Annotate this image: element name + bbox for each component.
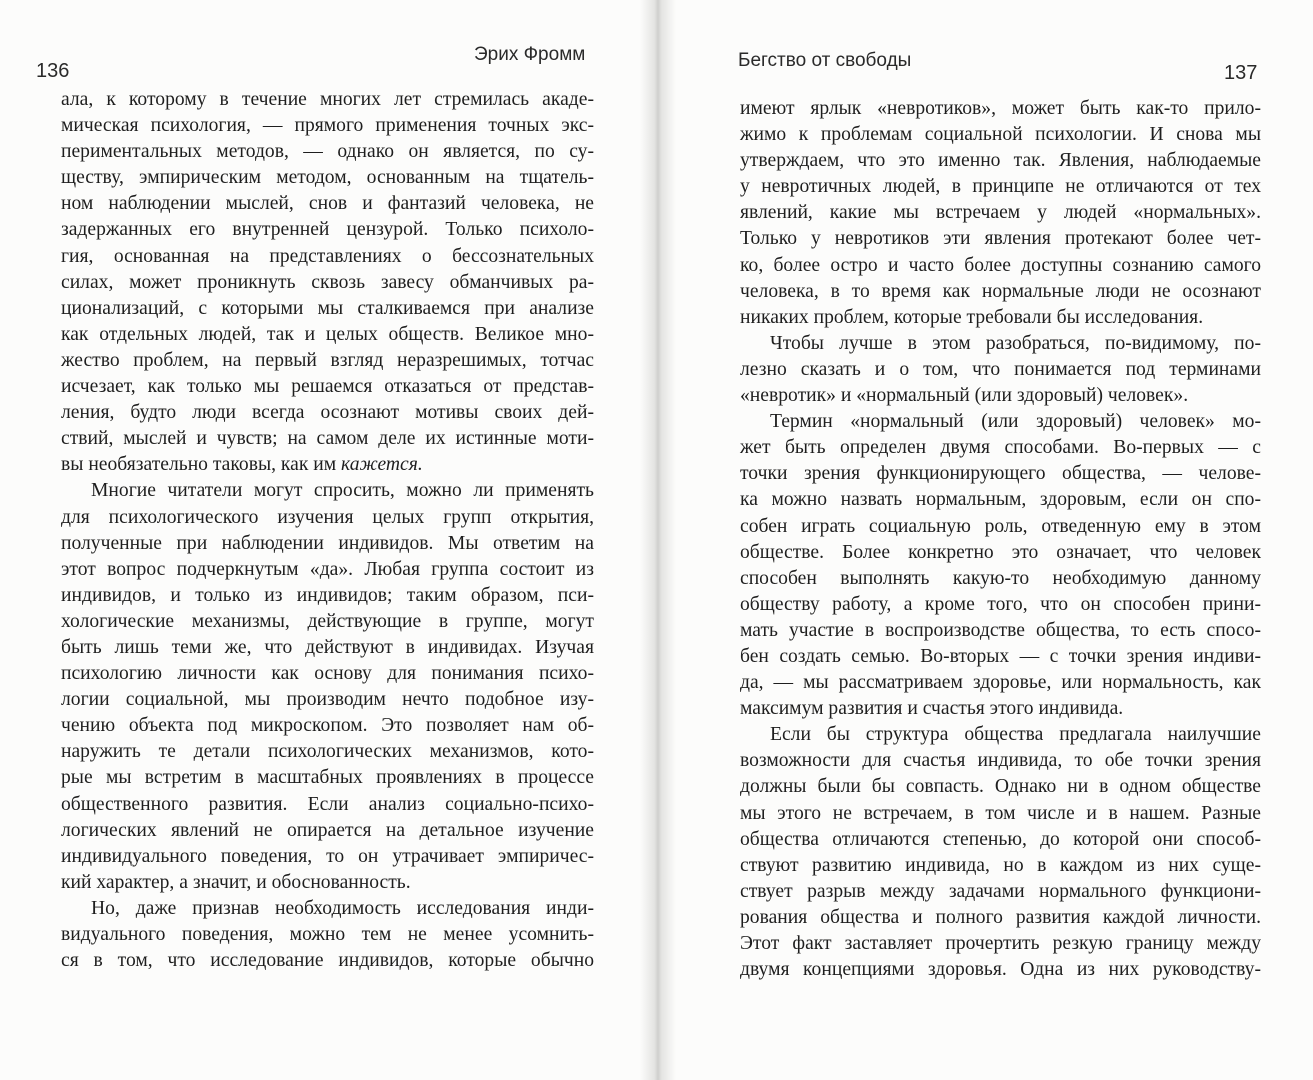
text-line: [740, 435, 1261, 461]
text-line: [61, 113, 594, 139]
line-text: «невротик» и «нормальный (или здоровый) человек».: [740, 385, 1189, 407]
line-text: бен создать семью. Во-вторых — с точки зрения индиви-: [740, 645, 1261, 667]
text-line: [740, 174, 1261, 200]
line-text: жет быть определен двумя способами. Во-первых — с: [740, 437, 1261, 459]
text-line: [61, 191, 594, 217]
line-text: да, — мы рассматриваем здоровье, или нормальность, как: [740, 672, 1261, 694]
line-text: для психологического изучения целых групп открытия,: [61, 506, 594, 528]
line-text: ления, будто люди всегда осознают мотивы своих дей-: [61, 402, 594, 424]
text-line: [740, 540, 1261, 566]
line-text: Если бы структура общества предлагала наилучшие: [770, 724, 1261, 746]
line-text: обществе. Более конкретно это означает, что человек: [740, 541, 1261, 563]
text-line: [61, 687, 594, 713]
line-text: имеют ярлык «невротиков», может быть как-то прило-: [740, 98, 1261, 119]
line-text: Чтобы лучше в этом разобраться, по-видимому, по-: [770, 332, 1261, 354]
text-line: [61, 635, 594, 661]
line-text: общественного развития. Если анализ социально-психо-: [61, 793, 594, 815]
text-line: [740, 827, 1261, 853]
line-text: индивидуального поведения, то он утрачивает эмпиричес-: [61, 845, 594, 867]
text-line: [740, 357, 1261, 383]
text-line: [61, 948, 594, 974]
line-text: лезно сказать и о том, что понимается под терминами: [740, 358, 1261, 380]
text-line: [61, 400, 594, 426]
text-line: [61, 922, 594, 948]
text-line: [740, 253, 1261, 279]
line-text: утверждаем, что это именно так. Явления, наблюдаемые: [740, 150, 1261, 172]
line-text: ществу, эмпирическим методом, основанным на тщатель-: [61, 167, 594, 189]
line-text: кий характер, а значит, и обоснованность.: [61, 871, 411, 893]
line-text: полученные при наблюдении индивидов. Мы ответим на: [61, 532, 594, 554]
text-line: [740, 774, 1261, 800]
line-text: психологию личности как основу для понимания психо-: [61, 663, 594, 685]
line-text: никаких проблем, которые требовали бы исследования.: [740, 306, 1204, 328]
text-line: [61, 139, 594, 165]
line-text: у невротичных людей, в принципе не отличаются от тех: [740, 176, 1261, 198]
text-line: [740, 279, 1261, 305]
text-line: [61, 426, 594, 452]
line-text: ала, к которому в течение многих лет стремилась акаде-: [61, 89, 594, 110]
line-text: ка можно назвать нормальным, здоровым, если он спо-: [740, 489, 1261, 511]
text-line: [740, 879, 1261, 905]
line-text: двумя концепциями здоровья. Одна из них руководству-: [740, 959, 1261, 981]
text-line: [740, 696, 1261, 722]
line-text: жимо к проблемам социальной психологии. И снова мы: [740, 124, 1261, 146]
line-text: общества отличаются степенью, до которой они способ-: [740, 828, 1261, 850]
line-text: исчезает, как только мы решаемся отказаться от представ-: [61, 376, 594, 398]
text-line: [61, 217, 594, 243]
line-text: логии социальной, мы производим нечто подобное изу-: [61, 689, 594, 711]
emphasis-text: кажется.: [341, 454, 423, 476]
text-line: [61, 844, 594, 870]
line-text: явлений, какие мы встречаем у людей «нормальных».: [740, 202, 1261, 224]
line-text: рые мы встретим в масштабных проявлениях в процессе: [61, 767, 594, 789]
text-line: [61, 531, 594, 557]
line-text: наружить те детали психологических механизмов, кото-: [61, 741, 594, 763]
text-line: [740, 853, 1261, 879]
line-text: собен играть социальную роль, отведенную ему в этом: [740, 515, 1261, 537]
line-text: способен выполнять какую-то необходимую данному: [740, 567, 1261, 589]
line-text: должны были бы совпасть. Однако ни в одном обществе: [740, 776, 1261, 798]
line-text: Этот факт заставляет прочертить резкую границу между: [740, 933, 1261, 954]
text-line: [740, 305, 1261, 331]
line-text: логических явлений не опирается на детальное изучение: [61, 819, 594, 841]
text-line: [740, 514, 1261, 540]
line-text: быть лишь теми же, что действуют в индивидах. Изучая: [61, 636, 594, 658]
text-line: [740, 748, 1261, 774]
text-line: [61, 739, 594, 765]
text-line: [61, 270, 594, 296]
text-line: [61, 896, 594, 922]
line-text: возможности для счастья индивида, то обе точки зрения: [740, 750, 1261, 772]
line-text: человека, в то время как нормальные люди не осознают: [740, 280, 1261, 302]
line-text: Но, даже признав необходимость исследования инди-: [91, 897, 594, 919]
text-line: [740, 722, 1261, 748]
text-line: [61, 244, 594, 270]
text-line: [61, 557, 594, 583]
line-text: ся в том, что исследование индивидов, которые обычно: [61, 950, 594, 972]
line-text: индивидов, и только из индивидов; таким образом, пси-: [61, 584, 594, 606]
text-line: [740, 931, 1261, 957]
text-line: [61, 609, 594, 635]
line-text: вы необязательно таковы, как им: [61, 454, 342, 476]
text-line: [61, 348, 594, 374]
line-text: периментальных методов, — однако он является, по су-: [61, 141, 594, 163]
text-line: [740, 905, 1261, 931]
book-gutter: [640, 0, 676, 1080]
line-text: чению объекта под микроскопом. Это позволяет нам об-: [61, 715, 594, 737]
line-text: точки зрения функционирующего общества, — челове-: [740, 463, 1261, 485]
line-text: ствует разрыв между задачами нормального функциони-: [740, 880, 1261, 902]
text-line: [740, 331, 1261, 357]
text-line: [61, 870, 594, 896]
left-page: [0, 0, 652, 1080]
line-text: мать участие в воспроизводстве общества, то есть спосо-: [740, 619, 1261, 641]
text-line: [740, 383, 1261, 409]
text-line: [740, 670, 1261, 696]
text-line: [61, 713, 594, 739]
line-text: ционализаций, с которыми мы сталкиваемся при анализе: [61, 297, 594, 319]
line-text: Многие читатели могут спросить, можно ли применять: [91, 480, 594, 502]
text-line: [61, 505, 594, 531]
text-line: [740, 566, 1261, 592]
line-text: Только у невротиков эти явления протекают более чет-: [740, 228, 1261, 250]
line-text: обществу работу, а кроме того, что он способен прини-: [740, 593, 1261, 615]
line-text: гия, основанная на представлениях о бессознательных: [61, 245, 594, 267]
text-line: [740, 148, 1261, 174]
text-line: [61, 661, 594, 687]
text-line: [61, 296, 594, 322]
line-text: ствий, мыслей и чувств; на самом деле их истинные моти-: [61, 428, 594, 450]
text-line: [740, 409, 1261, 435]
text-line: [740, 618, 1261, 644]
text-line: [740, 801, 1261, 827]
text-line: [61, 583, 594, 609]
line-text: максимум развития и счастья этого индивида.: [740, 698, 1124, 720]
text-line: [61, 165, 594, 191]
text-line: [740, 644, 1261, 670]
text-line: [61, 792, 594, 818]
text-line: [740, 200, 1261, 226]
text-line: [61, 322, 594, 348]
text-line: [61, 374, 594, 400]
text-line: [61, 452, 594, 478]
line-text: Термин «нормальный (или здоровый) человек» мо-: [770, 411, 1261, 433]
line-text: видуального поведения, можно тем не менее усомнить-: [61, 924, 594, 945]
line-text: рования общества и полного развития каждой личности.: [740, 906, 1261, 928]
body-text: [740, 96, 1261, 983]
line-text: задержанных его внутренней цензурой. Только психоло-: [61, 219, 594, 241]
line-text: мы этого не встречаем, в том числе и в нашем. Разные: [740, 802, 1261, 824]
text-line: [740, 226, 1261, 252]
text-line: [61, 765, 594, 791]
page-number: 136: [36, 60, 70, 82]
text-line: [740, 957, 1261, 983]
right-page: [662, 0, 1313, 1080]
line-text: жество проблем, на первый взгляд неразрешимых, тотчас: [61, 349, 594, 371]
line-text: ствуют развитию индивида, но в каждом из них суще-: [740, 854, 1261, 876]
text-line: [740, 96, 1261, 122]
text-line: [740, 592, 1261, 618]
text-line: [61, 818, 594, 844]
line-text: мическая психология, — прямого применения точных экс-: [61, 115, 594, 137]
line-text: силах, может проникнуть сквозь завесу обманчивых ра-: [61, 271, 594, 293]
text-line: [740, 461, 1261, 487]
line-text: ко, более остро и часто более доступны сознанию самого: [740, 254, 1261, 276]
line-text: как отдельных людей, так и целых обществ. Великое мно-: [61, 323, 594, 345]
body-text: [61, 87, 594, 974]
text-line: [740, 122, 1261, 148]
line-text: хологические механизмы, действующие в группе, могут: [61, 610, 594, 632]
line-text: ном наблюдении мыслей, снов и фантазий человека, не: [61, 193, 594, 215]
running-head: Бегство от свободы: [738, 50, 912, 71]
text-line: [61, 478, 594, 504]
line-text: этот вопрос подчеркнутым «да». Любая группа состоит из: [61, 558, 594, 580]
text-line: [740, 487, 1261, 513]
page-number: 137: [1224, 62, 1258, 84]
running-head: Эрих Фромм: [474, 44, 586, 65]
text-line: [61, 87, 594, 113]
